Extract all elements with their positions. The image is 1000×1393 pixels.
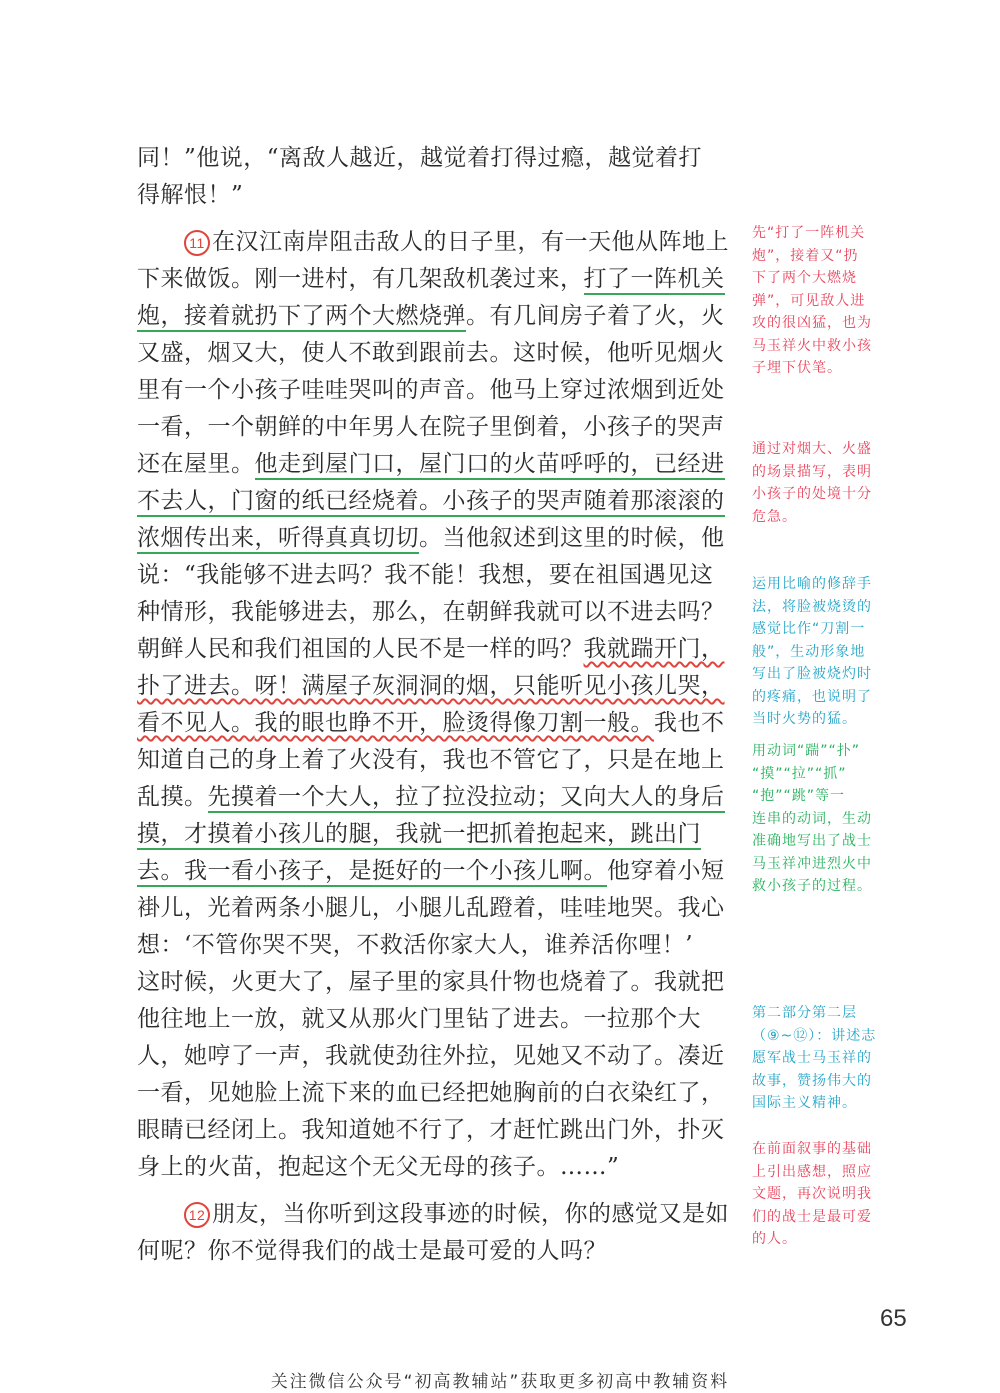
paragraph-12 <box>137 1196 729 1270</box>
margin-note-3 <box>752 573 894 731</box>
paragraph-number-12: 12 <box>184 1202 210 1228</box>
note-line: 上引出感想，照应 <box>752 1163 872 1180</box>
paragraph-10-end <box>137 140 703 214</box>
note-line: 救小孩子的过程。 <box>752 878 872 894</box>
text-line <box>137 853 725 890</box>
note-line: 当时火势的猛。 <box>752 711 857 727</box>
text-line: 又盛，烟又大，使人不敢到跟前去。这时候，他听见烟火 <box>137 340 725 366</box>
text-line <box>137 298 725 335</box>
text-segment: 。有几间房子着了火，火 <box>466 303 725 329</box>
page-number: 65 <box>880 1305 907 1332</box>
text-line <box>137 1196 729 1233</box>
note-line: 下了两个大燃烧 <box>752 270 857 286</box>
text-line: 知道自己的身上着了火没有，我也不管它了，只是在地上 <box>137 747 725 773</box>
note-line: 马玉祥火中救小孩 <box>752 337 872 354</box>
text-line: 何呢？你不觉得我们的战士是最可爱的人吗？ <box>137 1238 607 1264</box>
note-line: 故事，赞扬伟大的 <box>752 1072 872 1089</box>
wavy-underlined-text: 我的眼也睁不开，脸烫得像刀割一般。 <box>254 710 654 736</box>
note-line: 感觉比作“刀割一 <box>752 621 866 637</box>
text-line: 人，她哼了一声，我就使劲往外拉，见她又不动了。凑近 <box>137 1043 725 1069</box>
note-line: 国际主义精神。 <box>752 1095 857 1111</box>
note-line: 般”，生动形象地 <box>752 643 866 660</box>
note-line: 先“打了一阵机关 <box>752 225 866 241</box>
note-line: 的疼痛，也说明了 <box>752 688 872 705</box>
text-line <box>137 446 725 483</box>
text-line <box>137 631 725 668</box>
note-line: 危急。 <box>752 508 797 525</box>
text-line <box>137 779 725 816</box>
note-line: 攻的很凶猛，也为 <box>752 315 872 331</box>
note-line: 连串的动词，生动 <box>752 810 872 827</box>
note-line: “摸”“拉”“抓” <box>752 765 847 782</box>
note-line: 们的战士是最可爱 <box>752 1208 872 1225</box>
paragraph-11 <box>137 224 729 1186</box>
note-line: 弹”，可见敌人进 <box>752 292 866 309</box>
note-line: 法，将脸被烧烫的 <box>752 598 872 615</box>
wavy-underlined-text: 扑了进去。呀！满屋子灰洞洞的烟，只能听见小孩儿哭， <box>137 673 725 699</box>
underlined-text: 去。我一看小孩子，是挺好的一个小孩儿啊。 <box>137 858 607 887</box>
note-line: 通过对烟大、火盛 <box>752 441 872 457</box>
note-line: 准确地写出了战士 <box>752 833 872 849</box>
underlined-text: 炮，接着就扔下了两个大燃烧弹 <box>137 303 466 332</box>
paragraph-number-11: 11 <box>184 230 210 256</box>
text-line: 想：‘不管你哭不哭，不救活你家大人，谁养活你哩！’ <box>137 932 694 958</box>
wavy-underlined-text: 我就踹开门， <box>583 636 725 662</box>
text-line: 他往地上一放，就又从那火门里钻了进去。一拉那个大 <box>137 1006 701 1032</box>
text-line: 说：“我能够不进去吗？我不能！我想，要在祖国遇见这 <box>137 562 714 588</box>
text-line <box>137 705 725 742</box>
note-line: 马玉祥冲进烈火中 <box>752 855 872 872</box>
note-line: “抱”“跳”等一 <box>752 788 846 804</box>
text-line: 一看，一个朝鲜的中年男人在院子里倒着，小孩子的哭声 <box>137 414 725 440</box>
margin-note-2 <box>752 438 894 528</box>
text-segment: 下来做饭。刚一进村，有几架敌机袭过来， <box>137 266 584 292</box>
text-line: 褂儿，光着两条小腿儿，小腿儿乱蹬着，哇哇地哭。我心 <box>137 895 725 921</box>
text-line: 这时候，火更大了，屋子里的家具什物也烧着了。我就把 <box>137 969 725 995</box>
note-line: 第二部分第二层 <box>752 1005 857 1021</box>
text-line <box>137 816 703 853</box>
text-line: 身上的火苗，抱起这个无父无母的孩子。……” <box>137 1154 620 1180</box>
text-segment: 我也不 <box>654 710 725 736</box>
text-line <box>137 224 729 261</box>
margin-note-4 <box>752 740 894 898</box>
underlined-text: 不去人，门窗的纸已经烧着。小孩子的哭声随着那滚滚的 <box>137 488 725 517</box>
note-line: 文题，再次说明我 <box>752 1186 872 1202</box>
note-line: 写出了脸被烧灼时 <box>752 666 872 682</box>
text-line <box>137 520 725 557</box>
text-line: 里有一个小孩子哇哇哭叫的声音。他马上穿过浓烟到近处 <box>137 377 725 403</box>
text-line: 同！”他说，“离敌人越近，越觉着打得过瘾，越觉着打 <box>137 145 703 171</box>
text-line: 眼睛已经闭上。我知道她不行了，才赶忙跳出门外，扑灭 <box>137 1117 725 1143</box>
note-line: 炮”，接着又“扔 <box>752 247 859 264</box>
text-line <box>137 261 725 298</box>
underlined-text: 打了一阵机关 <box>584 266 725 295</box>
note-line: （⑨~⑫）：讲述志 <box>752 1027 877 1044</box>
underlined-text: 摸，才摸着小孩儿的腿，我就一把抓着抱起来，跳出门 <box>137 821 701 850</box>
text-segment: 朋友，当你听到这段事迹的时候，你的感觉又是如 <box>212 1201 729 1227</box>
note-line: 在前面叙事的基础 <box>752 1141 872 1157</box>
text-line <box>137 483 725 520</box>
margin-note-5 <box>752 1002 894 1115</box>
text-line: 一看，见她脸上流下来的血已经把她胸前的白衣染红了， <box>137 1080 725 1106</box>
underlined-text: 浓烟传出来，听得真真切切 <box>137 525 419 554</box>
text-line: 得解恨！” <box>137 182 244 208</box>
wavy-underlined-text: 看不见人。 <box>137 710 255 736</box>
note-line: 子埋下伏笔。 <box>752 360 842 376</box>
text-segment: 朝鲜人民和我们祖国的人民不是一样的吗？ <box>137 636 584 662</box>
main-text <box>137 140 729 1270</box>
underlined-text: 他走到屋门口，屋门口的火苗呼呼的，已经进 <box>255 451 725 480</box>
text-line: 种情形，我能够进去，那么，在朝鲜我就可以不进去吗？ <box>137 599 725 625</box>
note-line: 的场景描写，表明 <box>752 463 872 480</box>
note-line: 的人。 <box>752 1231 797 1247</box>
footer-notice: 关注微信公众号“初高教辅站”获取更多初高中教辅资料 <box>270 1372 730 1392</box>
text-segment: 在汉江南岸阻击敌人的日子里，有一天他从阵地上 <box>212 229 729 255</box>
note-line: 小孩子的处境十分 <box>752 486 872 502</box>
text-segment: 乱摸。 <box>137 784 208 810</box>
margin-note-6 <box>752 1138 894 1251</box>
text-line <box>137 668 725 705</box>
text-segment: 还在屋里。 <box>137 451 255 477</box>
note-line: 用动词“踹”“扑” <box>752 743 861 759</box>
underlined-text: 先摸着一个大人，拉了拉没拉动；又向大人的身后 <box>208 784 725 813</box>
margin-note-1 <box>752 222 894 380</box>
note-line: 愿军战士马玉祥的 <box>752 1050 872 1066</box>
text-segment: 。当他叙述到这里的时候，他 <box>419 525 725 551</box>
text-segment: 他穿着小短 <box>607 858 725 884</box>
note-line: 运用比喻的修辞手 <box>752 576 872 592</box>
